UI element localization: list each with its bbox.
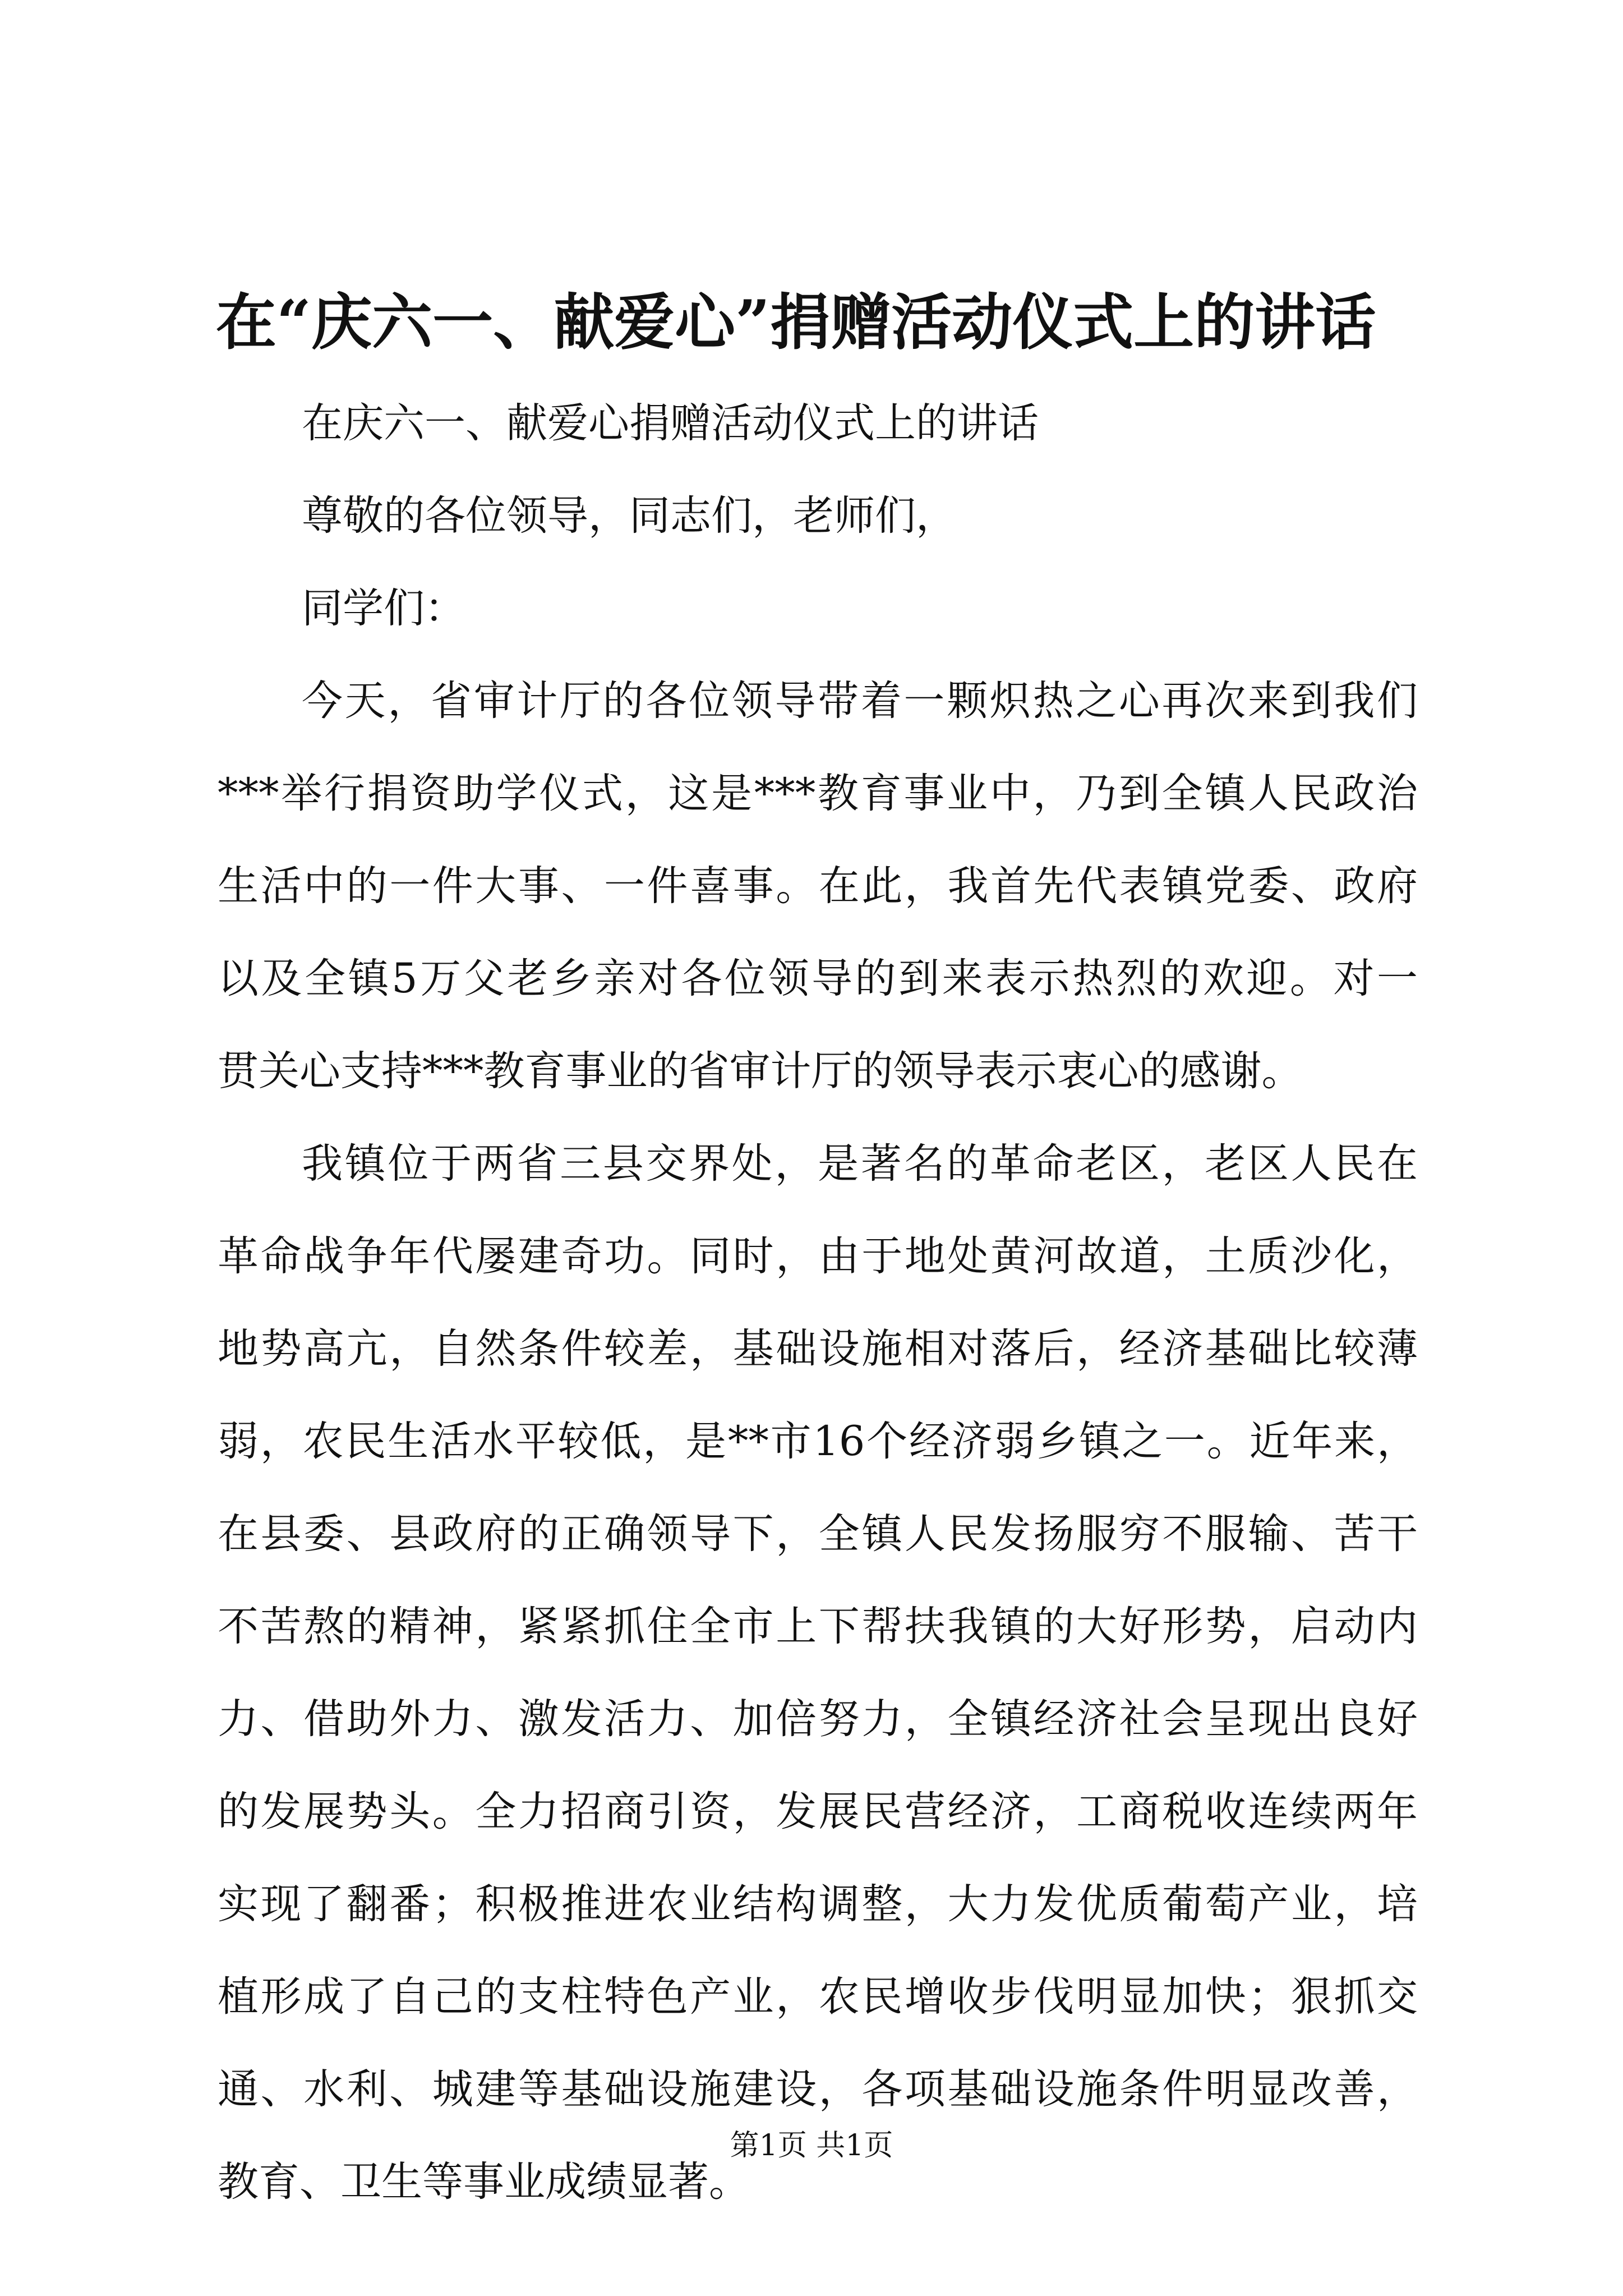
document-title: 在“庆六一、献爱心”捐赠活动仪式上的讲话 [216, 287, 1376, 358]
paragraph-line: 的发展势头。全力招商引资，发展民营经济，工商税收连续两年 [218, 1788, 1418, 1835]
page-footer: 第1页 共1页 [730, 2129, 893, 2162]
paragraph-line: 贯关心支持***教育事业的省审计厅的领导表示衷心的感谢。 [218, 1047, 1303, 1095]
paragraph-line: 今天，省审计厅的各位领导带着一颗炽热之心再次来到我们 [302, 677, 1418, 725]
salutation-line: 尊敬的各位领导，同志们，老师们， [302, 492, 957, 540]
salutation-line: 同学们： [302, 585, 465, 632]
paragraph-line: 在县委、县政府的正确领导下，全镇人民发扬服穷不服输、苦干 [218, 1510, 1418, 1558]
paragraph-line: 植形成了自己的支柱特色产业，农民增收步伐明显加快；狠抓交 [218, 1973, 1418, 2021]
paragraph-line: ***举行捐资助学仪式，这是***教育事业中，乃到全镇人民政治 [218, 770, 1418, 817]
paragraph-line: 不苦熬的精神，紧紧抓住全市上下帮扶我镇的大好形势，启动内 [218, 1603, 1418, 1650]
paragraph-line: 力、借助外力、激发活力、加倍努力，全镇经济社会呈现出良好 [218, 1695, 1418, 1743]
paragraph-line: 实现了翻番；积极推进农业结构调整，大力发优质葡萄产业，培 [218, 1880, 1418, 1928]
paragraph-line: 弱，农民生活水平较低，是**市16个经济弱乡镇之一。近年来， [218, 1418, 1418, 1465]
paragraph-line: 革命战争年代屡建奇功。同时，由于地处黄河故道，土质沙化， [218, 1232, 1418, 1280]
paragraph-line: 生活中的一件大事、一件喜事。在此，我首先代表镇党委、政府 [218, 862, 1418, 910]
document-body [218, 377, 1418, 2228]
subtitle-line: 在庆六一、献爱心捐赠活动仪式上的讲话 [302, 399, 1039, 447]
paragraph-line: 地势高亢，自然条件较差，基础设施相对落后，经济基础比较薄 [218, 1325, 1418, 1373]
paragraph-line: 以及全镇5万父老乡亲对各位领导的到来表示热烈的欢迎。对一 [218, 955, 1418, 1002]
paragraph-line: 教育、卫生等事业成绩显著。 [218, 2158, 750, 2206]
paragraph-line: 我镇位于两省三县交界处，是著名的革命老区，老区人民在 [302, 1140, 1418, 1188]
paragraph-line: 通、水利、城建等基础设施建设，各项基础设施条件明显改善， [218, 2065, 1418, 2113]
